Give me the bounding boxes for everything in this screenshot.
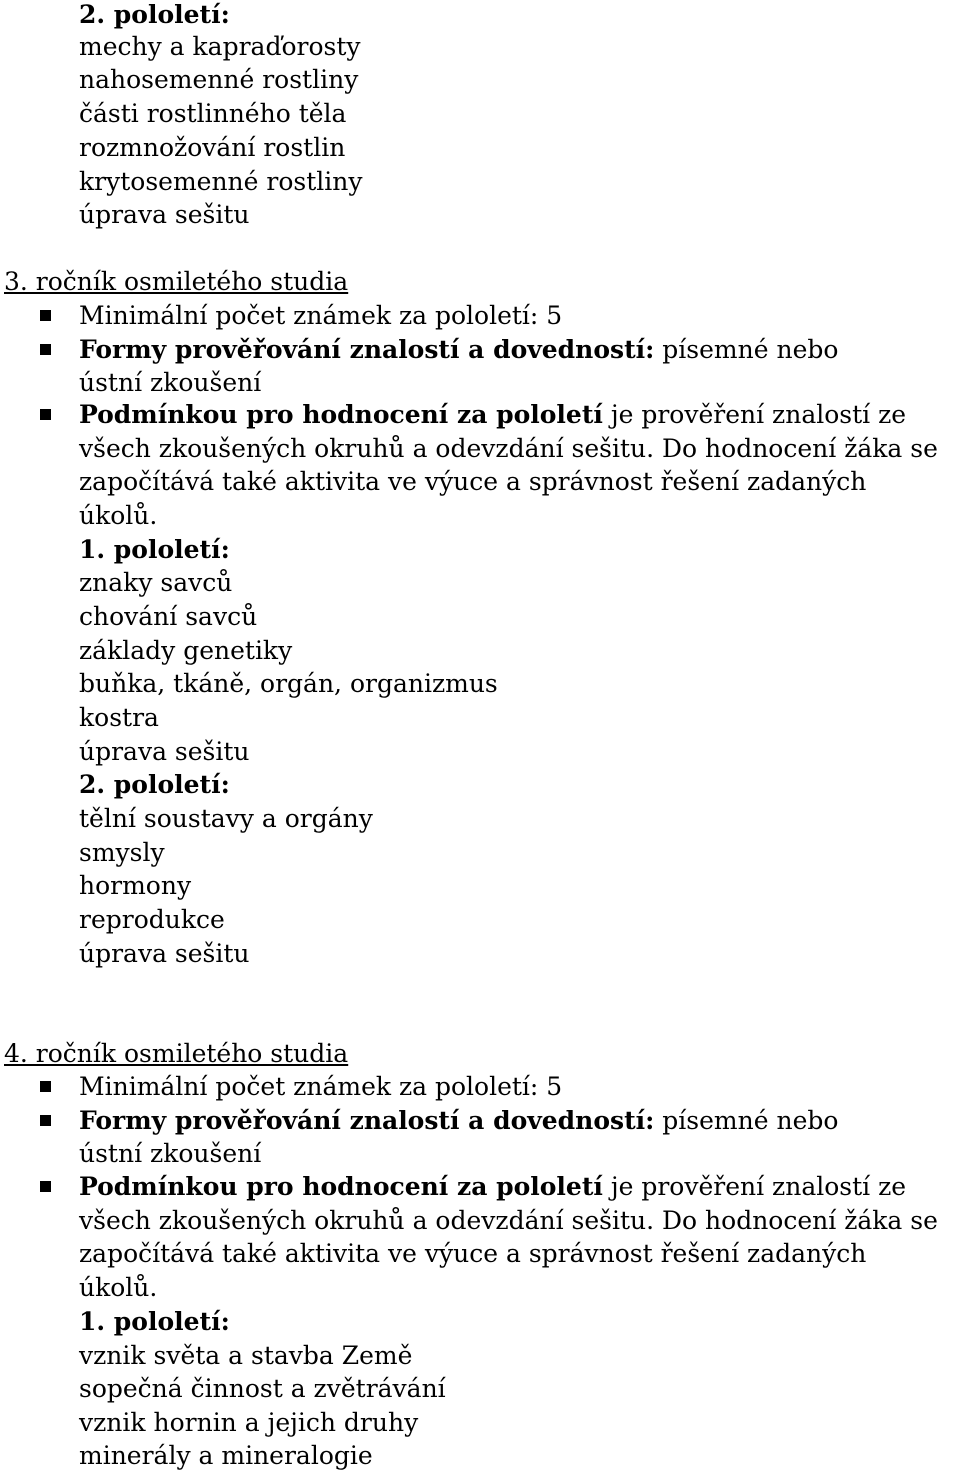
- bullet-bold-text: Podmínkou pro hodnocení za pololetí: [79, 400, 603, 429]
- bullet-rest-text: písemné nebo: [654, 335, 839, 364]
- list-item: základy genetiky: [79, 636, 293, 665]
- bullet-rest-text: je prověření znalostí ze: [602, 1172, 907, 1201]
- term-label: 1. pololetí:: [79, 535, 230, 564]
- bullet-icon: [40, 1081, 51, 1092]
- list-item: minerály a mineralogie: [79, 1441, 373, 1470]
- bullet-rest-text: je prověření znalostí ze: [602, 400, 907, 429]
- list-item: kostra: [79, 703, 159, 732]
- list-item: reprodukce: [79, 905, 225, 934]
- list-item: úprava sešitu: [79, 737, 250, 766]
- list-item: rozmnožování rostlin: [79, 133, 346, 162]
- bullet-continuation: úkolů.: [79, 1273, 158, 1302]
- bullet-bold-text: Formy prověřování znalostí a dovedností:: [79, 335, 655, 364]
- bullet-text: Minimální počet známek za pololetí: 5: [79, 1072, 563, 1101]
- bullet-icon: [40, 1115, 51, 1126]
- bullet-text: [79, 398, 906, 432]
- term-label: 2. pololetí:: [79, 0, 230, 29]
- term-label: 1. pololetí:: [79, 1307, 230, 1336]
- list-item: úprava sešitu: [79, 939, 250, 968]
- bullet-continuation: všech zkoušených okruhů a odevzdání sešitu. Do hodnocení žáka se: [79, 1206, 938, 1235]
- list-item: tělní soustavy a orgány: [79, 804, 373, 833]
- bullet-continuation: započítává také aktivita ve výuce a správnost řešení zadaných: [79, 1239, 867, 1268]
- bullet-icon: [40, 409, 51, 420]
- list-item: sopečná činnost a zvětrávání: [79, 1374, 446, 1403]
- list-item: buňka, tkáně, orgán, organizmus: [79, 669, 498, 698]
- bullet-continuation: ústní zkoušení: [79, 1139, 262, 1168]
- list-item: smysly: [79, 838, 165, 867]
- bullet-icon: [40, 1181, 51, 1192]
- bullet-continuation: všech zkoušených okruhů a odevzdání sešitu. Do hodnocení žáka se: [79, 434, 938, 463]
- list-item: části rostlinného těla: [79, 99, 347, 128]
- list-item: krytosemenné rostliny: [79, 167, 363, 196]
- bullet-text: [79, 333, 838, 367]
- list-item: hormony: [79, 871, 192, 900]
- bullet-icon: [40, 310, 51, 321]
- list-item: znaky savců: [79, 568, 233, 597]
- bullet-text: Minimální počet známek za pololetí: 5: [79, 301, 563, 330]
- bullet-rest-text: písemné nebo: [654, 1106, 839, 1135]
- bullet-continuation: ústní zkoušení: [79, 368, 262, 397]
- list-item: chování savců: [79, 602, 258, 631]
- bullet-text: [79, 1104, 838, 1138]
- bullet-text: [79, 1170, 906, 1204]
- list-item: úprava sešitu: [79, 200, 250, 229]
- list-item: nahosemenné rostliny: [79, 65, 359, 94]
- list-item: vznik hornin a jejich druhy: [79, 1408, 419, 1437]
- list-item: vznik světa a stavba Země: [79, 1341, 413, 1370]
- bullet-continuation: úkolů.: [79, 501, 158, 530]
- bullet-bold-text: Podmínkou pro hodnocení za pololetí: [79, 1172, 603, 1201]
- bullet-icon: [40, 344, 51, 355]
- bullet-continuation: započítává také aktivita ve výuce a správnost řešení zadaných: [79, 467, 867, 496]
- term-label: 2. pololetí:: [79, 770, 230, 799]
- section-heading: 3. ročník osmiletého studia: [4, 267, 349, 296]
- list-item: mechy a kapraďorosty: [79, 32, 361, 61]
- section-heading: 4. ročník osmiletého studia: [4, 1039, 349, 1068]
- bullet-bold-text: Formy prověřování znalostí a dovedností:: [79, 1106, 655, 1135]
